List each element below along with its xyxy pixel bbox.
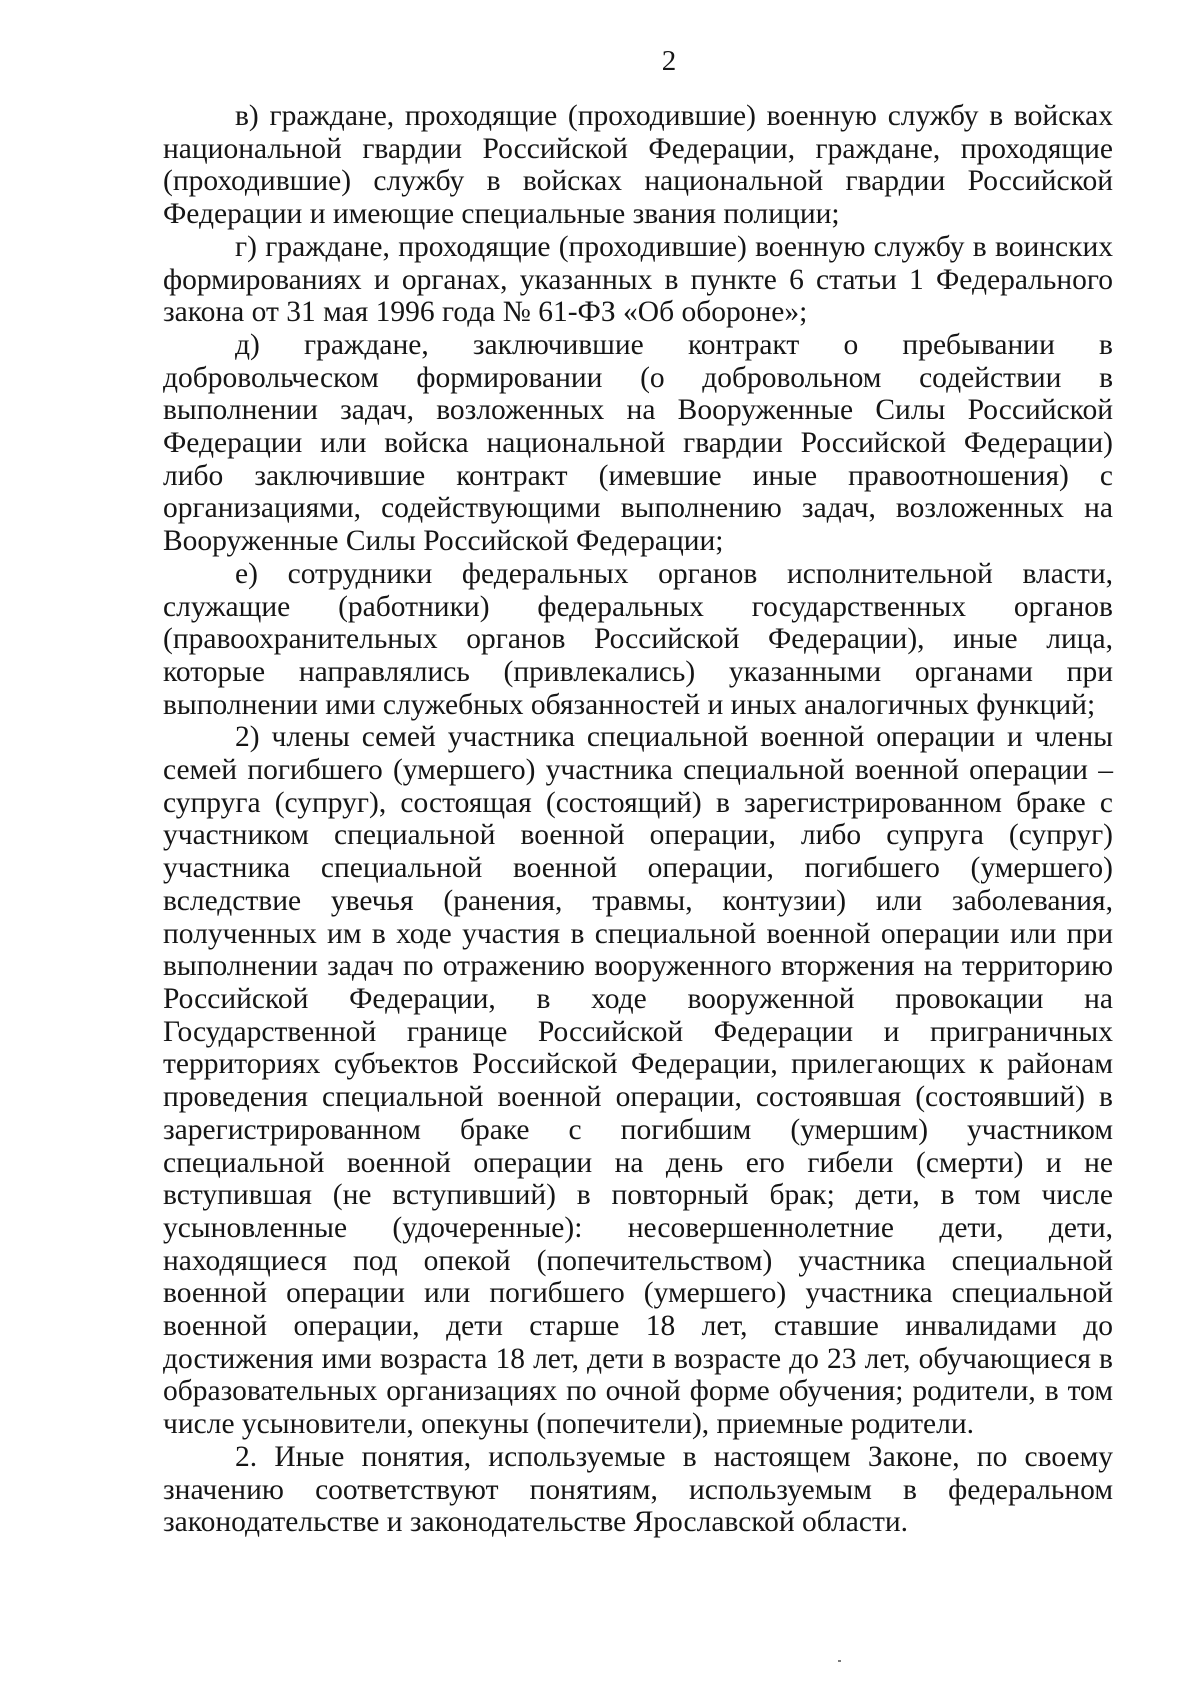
scan-speck bbox=[838, 1660, 841, 1662]
paragraph-item-d: д) граждане, заключившие контракт о пребывании в добровольческом формировании (о добровольном содействии в выполнении задач, возложенных на Вооруженные Силы Российской Федерации или войска национальной гвардии Российской Федерации) либо заключившие контракт (имевшие иные правоотношения) с организациями, содействующими выполнению задач, возложенных на Вооруженные Силы Российской Федерации; bbox=[163, 328, 1113, 558]
paragraph-family-members: 2) члены семей участника специальной военной операции и члены семей погибшего (умершего) участника специальной военной операции – супруга (супруг), состоящая (состоящий) в зарегистрированном браке с участником специальной военной операции, либо супруга (супруг) участника специальной военной операции, погибшего (умершего) вследствие увечья (ранения, травмы, контузии) или заболевания, полученных им в ходе участия в специальной военной операции или при выполнении задач по отражению вооруженного вторжения на территорию Российской Федерации, в ходе вооруженной провокации на Государственной границе Российской Федерации и приграничных территориях субъектов Российской Федерации, прилегающих к районам проведения специальной военной операции, состоявшая (состоявший) в зарегистрированном браке с погибшим (умершим) участником специальной военной операции на день его гибели (смерти) и не вступившая (не вступивший) в повторный брак; дети, в том числе усыновленные (удочеренные): несовершеннолетние дети, дети, находящиеся под опекой (попечительством) участника специальной военной операции или погибшего (умершего) участника специальной военной операции, дети старше 18 лет, ставшие инвалидами до достижения ими возраста 18 лет, дети в возрасте до 23 лет, обучающиеся в образовательных организациях по очной форме обучения; родители, в том числе усыновители, опекуны (попечители), приемные родители. bbox=[163, 721, 1113, 1441]
paragraph-item-g: г) граждане, проходящие (проходившие) военную службу в воинских формированиях и органах, указанных в пункте 6 статьи 1 Федерального закона от 31 мая 1996 года № 61-ФЗ «Об обороне»; bbox=[163, 230, 1113, 329]
paragraph-other-terms: 2. Иные понятия, используемые в настоящем Законе, по своему значению соответствуют понятиям, используемым в федеральном законодательстве и законодательстве Ярославской области. bbox=[163, 1440, 1113, 1539]
page-number: 2 bbox=[661, 45, 677, 77]
paragraph-item-v: в) граждане, проходящие (проходившие) военную службу в войсках национальной гвардии Российской Федерации, граждане, проходящие (проходившие) службу в войсках национальной гвардии Российской Федерации и имеющие специальные звания полиции; bbox=[163, 100, 1113, 231]
document-body bbox=[163, 100, 1113, 1539]
paragraph-item-e: е) сотрудники федеральных органов исполнительной власти, служащие (работники) федеральных государственных органов (правоохранительных органов Российской Федерации), иные лица, которые направлялись (привлекались) указанными органами при выполнении ими служебных обязанностей и иных аналогичных функций; bbox=[163, 557, 1113, 721]
